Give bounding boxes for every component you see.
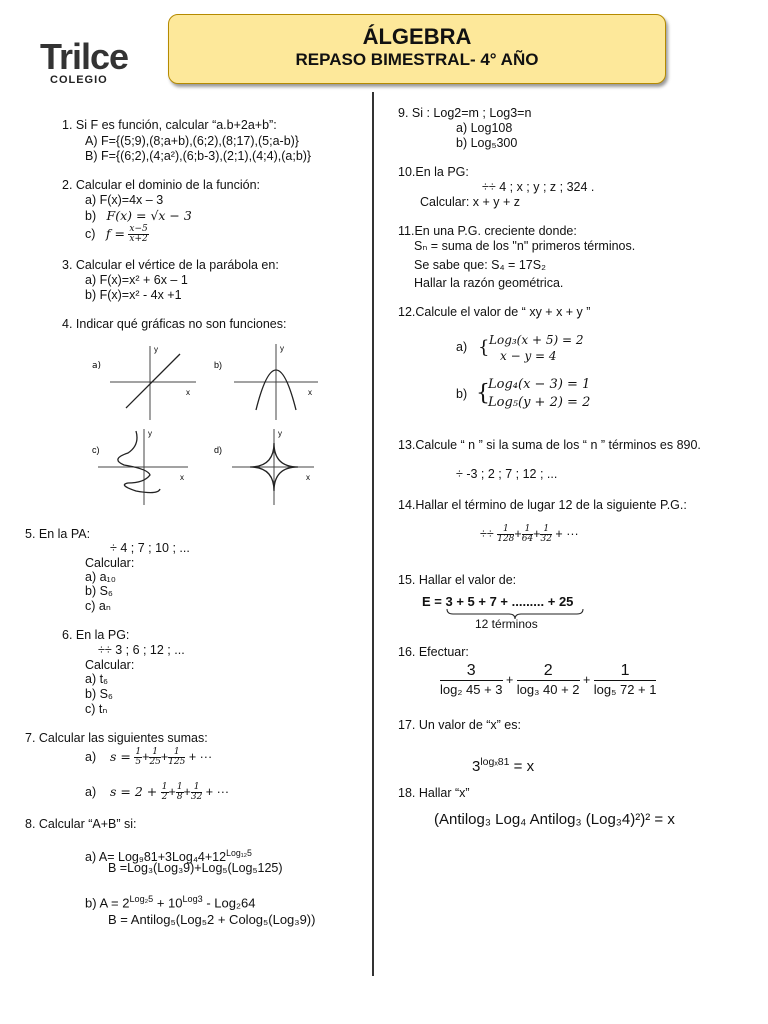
graph-a-x-label: x (186, 388, 190, 397)
q2-stem: 2. Calcular el dominio de la función: (62, 178, 261, 192)
graph-c-curve (118, 431, 160, 493)
q18-stem: 18. Hallar “x” (398, 786, 470, 800)
q17-exponent: logₓ81 (480, 756, 510, 768)
q7-a-term-3 (168, 748, 185, 767)
q2-c-num: x−5 (129, 224, 148, 234)
q14-term-1 (497, 525, 514, 544)
graph-b (210, 340, 322, 422)
q16-frac-2 (517, 662, 580, 699)
q16-frac-3 (594, 662, 657, 699)
q7-a-term-1 (134, 748, 142, 767)
q1-stem: 1. Si F es función, calcular “a.b+2a+b”: (62, 118, 277, 132)
q2-c-label: c) (85, 226, 96, 241)
q7-b-term-1-num: 1 (161, 782, 168, 793)
q7-a-term-3-num: 1 (168, 748, 185, 758)
q14-prefix: ÷÷ (480, 527, 494, 541)
q15-expr: E = 3 + 5 + 7 + ......... + 25 (422, 594, 574, 609)
graph-b-y-label: y (280, 344, 284, 353)
q8-a-line2: B =Log₃(Log₃9)+Log₅(Log₅125) (108, 861, 283, 875)
q16-frac-1-den: log₂ 45 + 3 (440, 682, 503, 697)
q14-seq: ÷÷ $\frac{1}{128}$ + $\frac{1}{64}$ + $\frac{1}{32}$ + ··· (480, 524, 579, 545)
q7-a-term-1-num: 1 (135, 747, 142, 758)
q5-item-b: b) S₆ (85, 584, 113, 598)
q15-brace-label: 12 términos (475, 617, 538, 631)
graph-c-label: c) (92, 445, 100, 455)
q14-term-1-den: 128 (497, 534, 515, 545)
q12-b-eq2: Log₅(y + 2) = 2 (488, 395, 591, 410)
q17-base: 3 (472, 758, 481, 775)
q17-stem: 17. Un valor de “x” es: (398, 718, 521, 732)
q13-seq: ÷ -3 ; 2 ; 7 ; 12 ; ... (456, 467, 558, 481)
q16-frac-1-num: 3 (440, 662, 503, 681)
column-divider (372, 92, 374, 976)
q6-seq: ÷÷ 3 ; 6 ; 12 ; ... (98, 643, 185, 657)
q8-a1-exponent: Log₁₂5 (226, 848, 252, 858)
q14-term-3-num: 1 (540, 525, 551, 535)
graph-d (210, 425, 322, 507)
q11-line3: Hallar la razón geométrica. (414, 276, 564, 290)
q13-stem: 13.Calcule “ n ” si la suma de los “ n ” términos es 890. (398, 438, 701, 452)
graph-b-x-label: x (308, 388, 312, 397)
q8-b1-exp2: Log3 (182, 894, 203, 904)
q12-a-label: a) (456, 340, 468, 354)
q10-calc: Calcular: x + y + z (420, 195, 521, 209)
q8-a1-text: a) A= Log₉81+3Log₄4+12 (85, 850, 227, 865)
page-title: ÁLGEBRA (362, 24, 472, 49)
q2-c (85, 225, 149, 244)
q2-a: a) F(x)=4x – 3 (85, 193, 164, 207)
q7-b-term-3 (191, 783, 202, 802)
q7-b-term-2-den: 8 (176, 792, 183, 803)
q14-term-3 (540, 525, 551, 544)
q7-a-term-2 (149, 748, 160, 767)
q7-b-term-2-num: 1 (176, 782, 183, 793)
q11-stem: 11.En una P.G. creciente donde: (398, 224, 577, 238)
q14-term-2-num: 1 (522, 525, 533, 535)
q9-stem: 9. Si : Log2=m ; Log3=n (398, 106, 532, 120)
q1-b: B) F={(6;2),(4;a²),(6;b-3),(2;1),(4;4),(a;b)} (85, 149, 312, 163)
graph-d-x-label: x (306, 473, 310, 482)
q3-stem: 3. Calcular el vértice de la parábola en: (62, 258, 279, 272)
graph-d-y-label: y (278, 429, 282, 438)
q10-stem: 10.En la PG: (398, 165, 469, 179)
q2-b-label: b) (85, 209, 97, 223)
q7-a-label: a) (85, 750, 97, 764)
q12-b-brace: { (476, 381, 490, 406)
q16-frac-2-den: log₃ 40 + 2 (516, 682, 580, 697)
q6-calc: Calcular: (85, 658, 135, 672)
q12-b-eq1: Log₄(x − 3) = 1 (488, 377, 591, 392)
logo-subtitle: COLEGIO (50, 74, 108, 86)
q7-b-tail: + ··· (205, 785, 230, 799)
q7-a-term-1-den: 5 (135, 757, 142, 768)
q12-a-eq2: x − y = 4 (500, 349, 557, 363)
q2-c-den: x+2 (129, 234, 148, 244)
q5-item-c: c) aₙ (85, 599, 111, 613)
q7-b: a) s = 2 + $\frac{1}{2}$ + $\frac{1}{8}$ + $\frac{1}{32}$ + ··· (85, 782, 230, 803)
q16-frac-2-num: 2 (517, 662, 580, 681)
q1-a: A) F={(5;9),(8;a+b),(6;2),(8;17),(5;a-b)} (85, 134, 299, 148)
q5-seq: ÷ 4 ; 7 ; 10 ; ... (110, 541, 190, 555)
q14-stem: 14.Hallar el término de lugar 12 de la siguiente P.G.: (398, 498, 687, 512)
q2-b-expr: F(x) = √x − 3 (106, 208, 192, 223)
graph-c (88, 425, 200, 507)
q16-frac-1 (440, 662, 503, 699)
q7-b-label: a) (85, 785, 97, 799)
q17-expr (472, 752, 534, 777)
q8-b-line1 (85, 892, 255, 910)
q14-term-3-den: 32 (540, 534, 552, 545)
q17-rhs: = x (509, 758, 535, 775)
q7-b-term-3-num: 1 (191, 783, 202, 793)
q14-term-1-num: 1 (497, 525, 514, 535)
graph-a-y-label: y (154, 345, 158, 354)
graph-a-line (126, 354, 180, 408)
q12-b-label: b) (456, 387, 468, 401)
q5-calc: Calcular: (85, 556, 135, 570)
q2-b (85, 208, 192, 224)
q6-item-b: b) S₆ (85, 687, 113, 701)
q8-b-line2: B = Antilog₅(Log₅2 + Colog₅(Log₃9)) (108, 912, 316, 927)
logo-wordmark: Trilce (40, 36, 129, 77)
q15-stem: 15. Hallar el valor de: (398, 573, 517, 587)
q3-b: b) F(x)=x² - 4x +1 (85, 288, 182, 302)
graph-a-label: a) (92, 361, 102, 371)
page-subtitle: REPASO BIMESTRAL- 4° AÑO (295, 50, 539, 69)
q7-a-term-2-num: 1 (149, 748, 160, 758)
q7-b-term-3-den: 32 (190, 792, 203, 803)
graph-c-y-label: y (148, 429, 152, 438)
q14-term-2 (522, 525, 533, 544)
q7-a: a) s = $\frac{1}{5}$ + $\frac{1}{25}$ + $\frac{1}{125}$ + ··· (85, 747, 213, 768)
q12-stem: 12.Calcule el valor de “ xy + x + y ” (398, 305, 591, 319)
q4-stem: 4. Indicar qué gráficas no son funciones: (62, 317, 287, 331)
q8-b1-mid: + 10 (153, 895, 183, 911)
q8-stem: 8. Calcular “A+B” si: (25, 817, 137, 831)
q16-frac-3-den: log₅ 72 + 1 (593, 682, 657, 697)
q2-c-lhs: f = (105, 225, 125, 241)
q2-c-fraction (128, 225, 148, 244)
q7-b-term-1-den: 2 (161, 792, 168, 803)
q12-a-brace: { (478, 337, 490, 358)
title-banner (168, 14, 666, 84)
q16-expr: 3 log₂ 45 + 3 + 2 log₃ 40 + 2 + 1 log₅ 72 + 1 (440, 662, 657, 697)
q7-b-lhs: s = 2 + (110, 784, 158, 799)
q7-a-term-3-den: 125 (168, 757, 186, 768)
q16-stem: 16. Efectuar: (398, 645, 469, 659)
q14-tail: + ··· (555, 527, 579, 541)
graph-c-x-label: x (180, 473, 184, 482)
q5-stem: 5. En la PA: (25, 527, 91, 541)
q8-b1-end: - Log₂64 (202, 895, 256, 911)
q16-frac-3-num: 1 (594, 662, 657, 681)
graph-b-label: b) (214, 360, 223, 370)
q6-stem: 6. En la PG: (62, 628, 130, 642)
q9-a: a) Log108 (456, 121, 513, 135)
q7-b-term-2 (176, 783, 184, 802)
q14-term-2-den: 64 (521, 534, 534, 545)
q7-b-term-1 (161, 783, 169, 802)
q7-a-term-2-den: 25 (149, 757, 161, 768)
q6-item-a: a) t₆ (85, 672, 109, 686)
q8-b1-text: b) A = 2 (85, 895, 130, 911)
q9-b: b) Log₅300 (456, 136, 518, 150)
q8-b1-exp1: Log₂5 (129, 894, 154, 904)
q3-a: a) F(x)=x² + 6x – 1 (85, 273, 188, 287)
q6-item-c: c) tₙ (85, 702, 108, 716)
q7-a-tail: + ··· (188, 750, 213, 764)
graph-a (88, 340, 200, 422)
graph-d-label: d) (214, 445, 223, 455)
trilce-logo (40, 36, 145, 86)
q18-expr: (Antilog₃ Log₄ Antilog₃ (Log₃4)²)² = x (434, 811, 675, 828)
q10-seq: ÷÷ 4 ; x ; y ; z ; 324 . (482, 180, 595, 194)
q7-stem: 7. Calcular las siguientes sumas: (25, 731, 208, 745)
q11-line1: Sₙ = suma de los "n" primeros términos. (414, 239, 636, 253)
q7-a-lhs: s = (110, 749, 131, 764)
q11-line2: Se sabe que: S₄ = 17S₂ (414, 258, 546, 272)
q5-item-a: a) a₁₀ (85, 570, 116, 584)
q12-a-eq1: Log₃(x + 5) = 2 (489, 333, 584, 347)
